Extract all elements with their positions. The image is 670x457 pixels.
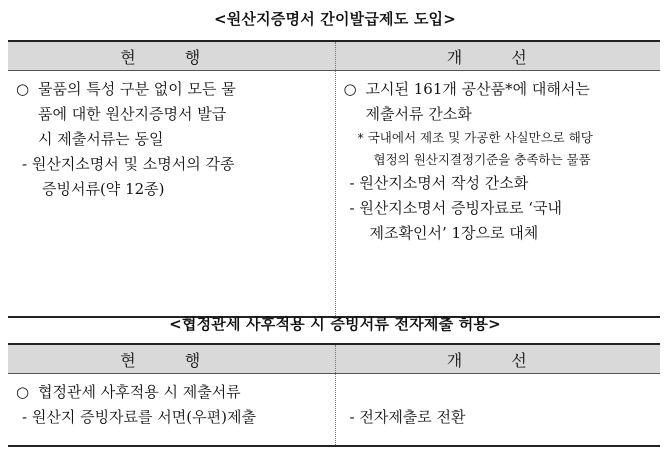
current-cell (8, 374, 335, 446)
current-item (16, 380, 327, 405)
current-text-line: 품에 대한 원산지증명서 발급 (38, 105, 227, 123)
improved-text-line: 제출서류 간소화 (365, 105, 472, 123)
current-text-line: 시 제출서류는 동일 (38, 130, 164, 148)
current-cell (8, 71, 335, 317)
section2-title: <협정관세 사후적용 시 증빙서류 전자제출 허용> (169, 315, 501, 333)
improved-cell (335, 374, 660, 446)
header-improved: 개 선 (335, 41, 660, 71)
current-dash-item-cont: 증빙서류(약 12종) (42, 180, 165, 198)
current-dash-item: - 원산지 증빙자료를 서면(우편)제출 (22, 408, 256, 426)
spacer (344, 380, 653, 405)
improved-dash-item: - 전자제출로 전환 (349, 408, 466, 426)
comparison-table-origin-certificate (8, 40, 660, 318)
improved-dash-item: - 원산지소명서 증빙자료로 ‘국내 (349, 199, 563, 217)
section1-title: <원산지증명서 간이발급제도 도입> (213, 10, 457, 28)
current-text-line: 협정관세 사후적용 시 제출서류 (38, 383, 241, 401)
improved-item (344, 77, 653, 102)
improved-dash-item: - 원산지소명서 작성 간소화 (349, 174, 529, 192)
current-item (16, 77, 327, 102)
circle-bullet-icon: ○ (343, 80, 357, 98)
header-current: 현 행 (8, 41, 335, 71)
improved-dash-item-cont: 제조확인서’ 1장으로 대체 (369, 224, 539, 242)
header-improved: 개 선 (335, 344, 660, 374)
improved-text-line: 고시된 161개 공산품*에 대해서는 (365, 80, 590, 98)
circle-bullet-icon: ○ (16, 383, 30, 401)
circle-bullet-icon: ○ (16, 80, 30, 98)
footnote-line: * 국내에서 제조 및 가공한 사실만으로 해당 (357, 130, 593, 145)
improved-cell (335, 71, 660, 317)
header-current: 현 행 (8, 344, 335, 374)
current-dash-item: - 원산지소명서 및 소명서의 각종 (22, 155, 235, 173)
current-text-line: 물품의 특성 구분 없이 모든 물 (38, 80, 236, 98)
footnote-line: 협정의 원산지결정기준을 충족하는 물품 (373, 152, 591, 167)
comparison-table-e-submission (8, 343, 660, 447)
